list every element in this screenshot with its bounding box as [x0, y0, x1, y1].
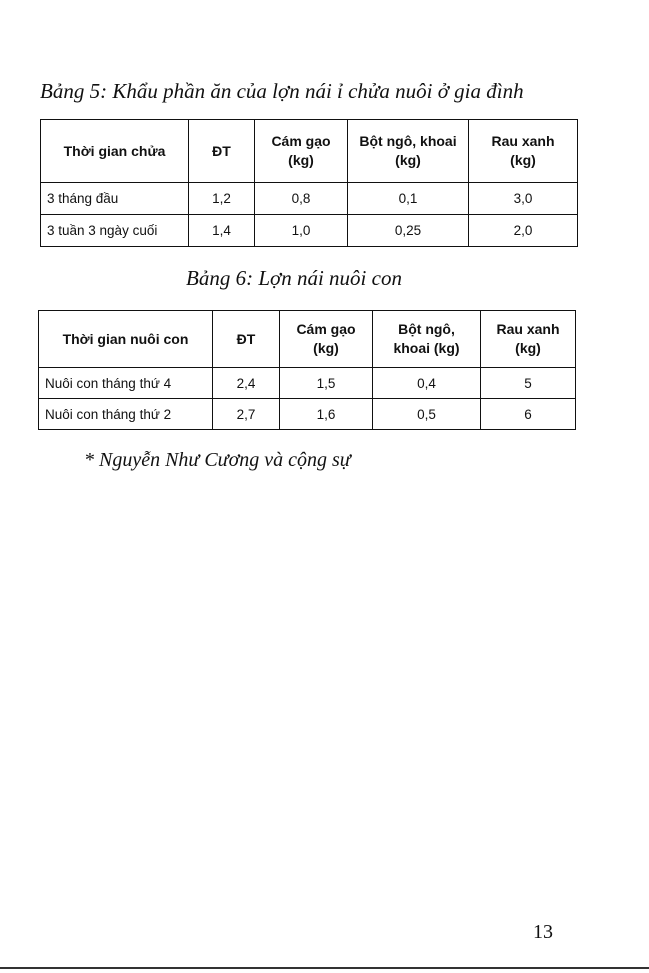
table5: [40, 119, 578, 247]
table-cell: Nuôi con tháng thứ 4: [39, 368, 213, 399]
table6: [38, 310, 576, 430]
author-credit: * Nguyễn Như Cương và cộng sự: [84, 449, 351, 471]
table5-header-cell: ĐT: [189, 120, 255, 183]
table6-header-row: [39, 311, 576, 368]
table6-caption: Bảng 6: Lợn nái nuôi con: [186, 266, 402, 290]
table6-header-cell: Thời gian nuôi con: [39, 311, 213, 368]
table-row: [39, 368, 576, 399]
table-cell: 6: [481, 399, 576, 430]
table-row: [41, 215, 578, 247]
table-cell: 0,25: [348, 215, 469, 247]
table-cell: 0,1: [348, 183, 469, 215]
table6-header-cell: Bột ngô, khoai (kg): [373, 311, 481, 368]
table-cell: 2,4: [213, 368, 280, 399]
table-cell: 2,7: [213, 399, 280, 430]
table-cell: 0,5: [373, 399, 481, 430]
table-cell: 1,4: [189, 215, 255, 247]
table-cell: 1,6: [280, 399, 373, 430]
table-cell: 2,0: [469, 215, 578, 247]
table5-header-cell: Rau xanh (kg): [469, 120, 578, 183]
table-cell: 1,0: [255, 215, 348, 247]
table-row: [41, 183, 578, 215]
table5-header-cell: Bột ngô, khoai (kg): [348, 120, 469, 183]
table-cell: 1,5: [280, 368, 373, 399]
table-cell: 5: [481, 368, 576, 399]
table-cell: 0,8: [255, 183, 348, 215]
table5-header-cell: Cám gạo (kg): [255, 120, 348, 183]
table5-header-row: [41, 120, 578, 183]
table-cell: 3 tuần 3 ngày cuối: [41, 215, 189, 247]
table-cell: 3,0: [469, 183, 578, 215]
table-cell: 3 tháng đầu: [41, 183, 189, 215]
page-number: 13: [533, 921, 553, 943]
table5-caption: Bảng 5: Khẩu phần ăn của lợn nái ỉ chửa nuôi ở gia đình: [40, 79, 524, 103]
table-cell: Nuôi con tháng thứ 2: [39, 399, 213, 430]
table-cell: 1,2: [189, 183, 255, 215]
table6-header-cell: Cám gạo (kg): [280, 311, 373, 368]
table6-header-cell: ĐT: [213, 311, 280, 368]
table5-header-cell: Thời gian chửa: [41, 120, 189, 183]
table-cell: 0,4: [373, 368, 481, 399]
table-row: [39, 399, 576, 430]
table6-header-cell: Rau xanh (kg): [481, 311, 576, 368]
bottom-divider: [0, 967, 649, 969]
